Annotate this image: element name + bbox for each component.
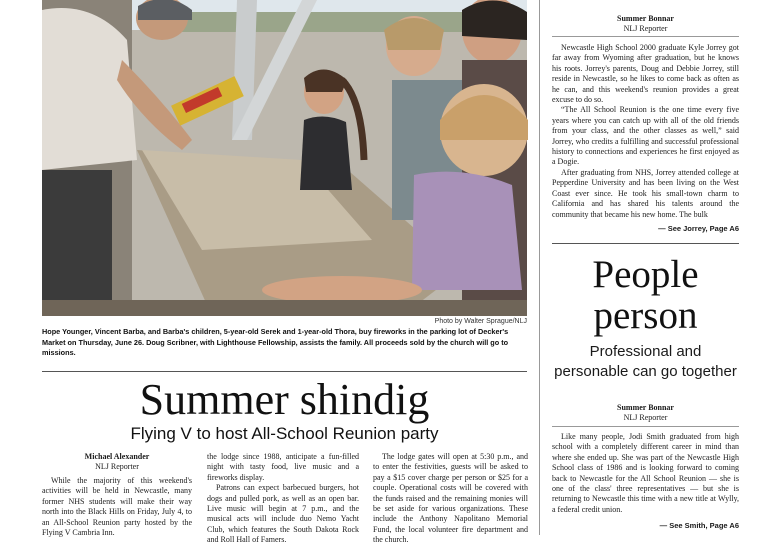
main-deck: Flying V to host All-School Reunion party — [130, 424, 439, 443]
main-paragraph: Patrons can expect barbecued burgers, hot dogs and pulled pork, as well as an open bar. Live music will begin at 7 p.m., and the musical acts will include duo Nemo Yacht Club, which features the South Dakota Rock and Roll Hall of Famers. — [207, 483, 359, 545]
jorrey-jump-link[interactable]: — See Jorrey, Page A6 — [658, 224, 739, 233]
smith-headline: People person — [592, 253, 699, 337]
smith-byline-org: NLJ Reporter — [623, 413, 668, 422]
smith-rule — [552, 243, 739, 244]
main-story-column-3 — [373, 452, 528, 545]
main-byline-org: NLJ Reporter — [95, 462, 139, 471]
main-story-column-1 — [42, 452, 192, 538]
smith-deck: Professional and personable can go together — [554, 343, 737, 380]
jorrey-byline-org: NLJ Reporter — [623, 24, 668, 33]
column-divider — [539, 0, 540, 535]
jorrey-paragraph: “The All School Reunion is the one time every five years where you can catch up with all of the old friends from your class, and the other classes as well,” said Jorrey, who credits a fulfilling and successful professional history to connections and experiences he first enjoyed as a Dogie. — [552, 105, 739, 167]
main-paragraph: The lodge gates will open at 5:30 p.m., and to enter the festivities, guests will be asked to pay a $15 cover charge per person or $25 for a couple. Operational costs will be covered with the funds raised and the remaining monies will be set aside for various organizations. These include the Anthony Napolitano Memorial Fund, the local volunteer fire department and the church. — [373, 452, 528, 545]
jorrey-byline — [552, 14, 739, 34]
jorrey-body — [552, 43, 739, 219]
main-headline: Summer shindig — [139, 375, 430, 424]
photo-credit: Photo by Walter Sprague/NLJ — [434, 318, 527, 325]
fireworks-photo-image — [42, 0, 527, 316]
photo-caption: Hope Younger, Vincent Barba, and Barba's children, 5-year-old Serek and 1-year-old Thora, buy fireworks in the parking lot of Decker's Market on Thursday, June 26. Doug Scribner, with Lighthouse Fellowship, assists the family. All proceeds sold by the church will go to missions. — [42, 327, 509, 357]
jorrey-byline-name: Summer Bonnar — [617, 14, 674, 23]
main-paragraph: the lodge since 1988, anticipate a fun-filled night with tasty food, live music and a fireworks display. — [207, 452, 359, 482]
smith-jump-link[interactable]: — See Smith, Page A6 — [659, 521, 739, 530]
jorrey-paragraph: Newcastle High School 2000 graduate Kyle Jorrey got far away from Wyoming after graduation, but he knows his roots. Jorrey's parents, Doug and Debbie Jorrey, still reside in Newcastle, so he likes to come back as often as he can, and this weekend's reunion provides a great excuse to do so. — [552, 43, 739, 105]
jorrey-rule — [552, 36, 739, 37]
smith-byline — [552, 403, 739, 423]
section-rule — [42, 371, 527, 372]
smith-paragraph: Like many people, Jodi Smith graduated from high school with a completely different career in mind than where she ended up. She was part of the Newcastle High School class of 1986 and is looking forward to coming back to Newcastle for the All School Reunion — she is one of the class' three representatives — but she is returning to Newcastle this time with a new title at Wylly, a federal credit union. — [552, 432, 739, 514]
smith-byline-name: Summer Bonnar — [617, 403, 674, 412]
main-story-column-2 — [207, 452, 359, 545]
smith-body-rule — [552, 426, 739, 427]
smith-body — [552, 432, 739, 514]
main-byline — [42, 452, 192, 472]
main-byline-name: Michael Alexander — [84, 452, 150, 461]
main-paragraph: While the majority of this weekend's activities will be held in Newcastle, many former NHS students will make their way north into the Black Hills on Friday, July 4, to an All-School Reunion party hosted by the Flying V Cambria Inn. — [42, 476, 192, 538]
jorrey-paragraph: After graduating from NHS, Jorrey attended college at Pepperdine University and has been living on the West Coast ever since. He took his small-town charm to California and has shared his talents around the community that became his new home. The bulk — [552, 167, 739, 219]
fireworks-photo — [42, 0, 527, 316]
